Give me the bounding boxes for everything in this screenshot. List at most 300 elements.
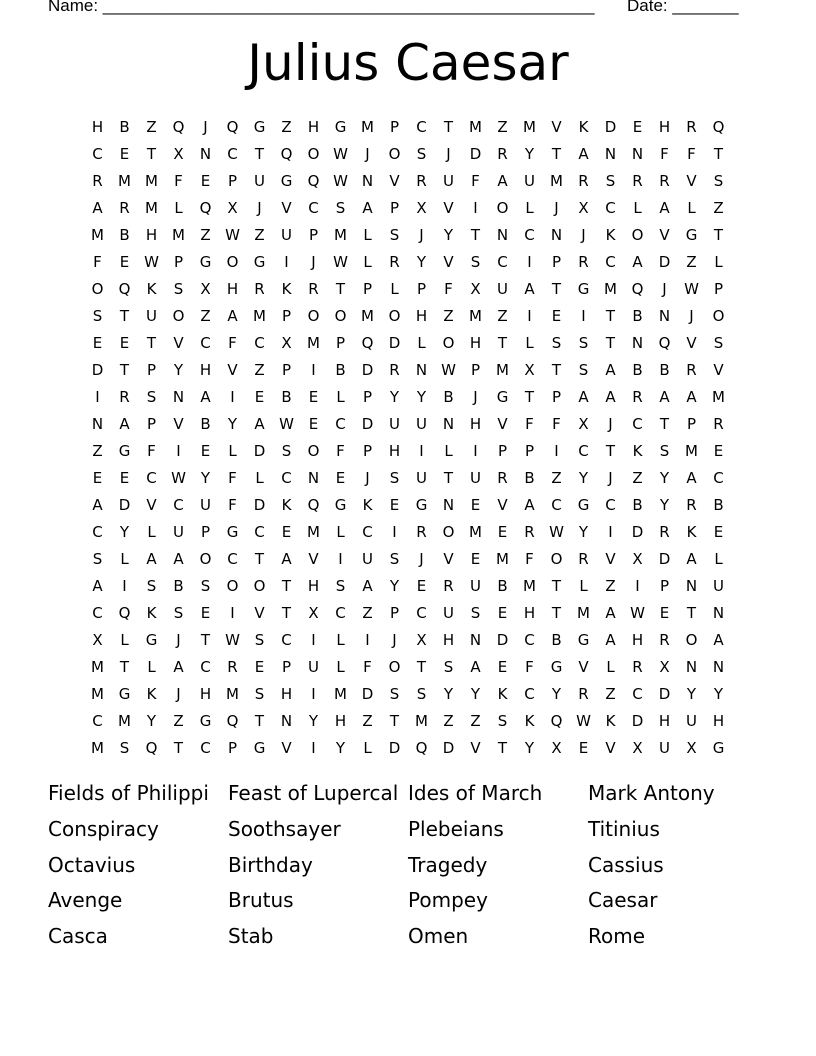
grid-letter: Y: [200, 469, 211, 487]
grid-letter: J: [365, 469, 370, 487]
grid-letter: Z: [200, 226, 211, 244]
grid-letter: J: [176, 685, 181, 703]
grid-letter: L: [525, 199, 534, 217]
grid-letter: A: [173, 550, 184, 568]
grid-letter: D: [658, 550, 671, 568]
grid-letter: B: [281, 388, 292, 406]
grid-letter: Y: [470, 685, 481, 703]
grid-letter: G: [253, 739, 266, 757]
grid-letter: N: [496, 226, 509, 244]
word-list-item: Feast of Lupercal: [228, 781, 399, 805]
grid-letter: M: [496, 550, 509, 568]
grid-letter: Y: [227, 415, 238, 433]
grid-letter: P: [713, 280, 724, 298]
grid-letter: D: [469, 145, 482, 163]
grid-letter: Y: [335, 739, 346, 757]
grid-letter: U: [659, 739, 670, 757]
grid-letter: L: [336, 523, 345, 541]
grid-letter: P: [146, 415, 157, 433]
grid-letter: K: [497, 685, 508, 703]
grid-letter: T: [713, 145, 724, 163]
grid-letter: J: [203, 118, 208, 136]
grid-letter: Z: [254, 226, 265, 244]
grid-letter: G: [334, 496, 347, 514]
grid-letter: A: [659, 388, 670, 406]
grid-letter: A: [659, 199, 670, 217]
grid-letter: G: [496, 388, 509, 406]
grid-letter: W: [144, 253, 159, 271]
grid-letter: T: [254, 145, 265, 163]
grid-letter: C: [254, 334, 265, 352]
grid-letter: M: [469, 307, 482, 325]
grid-letter: O: [226, 253, 239, 271]
grid-letter: N: [685, 658, 698, 676]
grid-letter: G: [685, 226, 698, 244]
grid-letter: H: [631, 631, 644, 649]
grid-letter: Q: [658, 334, 671, 352]
grid-letter: E: [416, 577, 427, 595]
grid-letter: J: [257, 199, 262, 217]
grid-letter: Y: [416, 388, 427, 406]
grid-letter: S: [389, 685, 400, 703]
grid-letter: U: [443, 172, 454, 190]
grid-letter: I: [581, 307, 586, 325]
grid-letter: E: [659, 604, 670, 622]
grid-letter: A: [470, 658, 481, 676]
grid-letter: M: [91, 658, 104, 676]
grid-letter: Q: [226, 118, 239, 136]
grid-letter: S: [146, 388, 157, 406]
grid-letter: S: [389, 550, 400, 568]
grid-letter: V: [281, 199, 292, 217]
grid-letter: Z: [605, 577, 616, 595]
grid-letter: Y: [551, 685, 562, 703]
word-list: [48, 776, 768, 955]
word-list-item: Octavius: [48, 852, 136, 877]
grid-letter: K: [605, 712, 616, 730]
grid-letter: T: [524, 388, 535, 406]
grid-letter: V: [605, 739, 616, 757]
grid-letter: H: [226, 280, 239, 298]
grid-letter: H: [415, 307, 428, 325]
grid-letter: T: [119, 361, 130, 379]
grid-letter: U: [686, 712, 697, 730]
grid-letter: W: [279, 415, 294, 433]
grid-letter: R: [497, 145, 508, 163]
grid-letter: G: [550, 658, 563, 676]
grid-letter: Z: [146, 118, 157, 136]
grid-letter: I: [230, 604, 235, 622]
grid-letter: A: [92, 577, 103, 595]
grid-letter: G: [712, 739, 725, 757]
grid-letter: V: [713, 361, 724, 379]
grid-letter: W: [441, 361, 456, 379]
grid-letter: L: [525, 334, 534, 352]
grid-letter: V: [389, 172, 400, 190]
grid-letter: J: [176, 631, 181, 649]
grid-letter: J: [419, 550, 424, 568]
grid-letter: G: [226, 523, 239, 541]
grid-letter: X: [416, 631, 427, 649]
grid-letter: C: [497, 253, 508, 271]
grid-letter: T: [551, 361, 562, 379]
grid-letter: Y: [524, 739, 535, 757]
grid-letter: M: [496, 361, 509, 379]
grid-letter: C: [92, 523, 103, 541]
page-title: Julius Caesar: [247, 34, 569, 92]
grid-letter: M: [577, 604, 590, 622]
grid-letter: H: [334, 712, 347, 730]
grid-letter: C: [524, 685, 535, 703]
grid-letter: P: [389, 604, 400, 622]
grid-letter: A: [524, 496, 535, 514]
grid-letter: W: [333, 172, 348, 190]
grid-letter: C: [173, 496, 184, 514]
grid-letter: G: [280, 172, 293, 190]
word-list-item: Plebeians: [408, 816, 504, 841]
grid-letter: P: [551, 253, 562, 271]
grid-letter: L: [417, 334, 426, 352]
grid-letter: S: [416, 145, 427, 163]
grid-letter: U: [281, 226, 292, 244]
grid-letter: C: [92, 145, 103, 163]
grid-letter: Q: [172, 118, 185, 136]
grid-letter: R: [416, 523, 427, 541]
grid-letter: O: [307, 307, 320, 325]
grid-letter: E: [389, 496, 400, 514]
grid-letter: V: [227, 361, 238, 379]
grid-letter: N: [307, 469, 320, 487]
grid-letter: T: [281, 577, 292, 595]
grid-letter: W: [171, 469, 186, 487]
grid-letter: P: [524, 442, 535, 460]
grid-letter: E: [119, 145, 130, 163]
word-list-item: Brutus: [228, 888, 294, 913]
word-list-item: Casca: [48, 924, 108, 949]
grid-letter: N: [91, 415, 104, 433]
grid-letter: N: [685, 577, 698, 595]
grid-letter: I: [311, 685, 316, 703]
grid-letter: V: [146, 496, 157, 514]
grid-letter: R: [578, 172, 589, 190]
grid-letter: E: [92, 469, 103, 487]
grid-letter: F: [687, 145, 696, 163]
grid-letter: O: [253, 577, 266, 595]
grid-letter: K: [362, 496, 373, 514]
grid-letter: A: [362, 577, 373, 595]
grid-letter: R: [119, 388, 130, 406]
grid-letter: J: [392, 631, 397, 649]
grid-letter: S: [92, 307, 103, 325]
grid-letter: E: [308, 388, 319, 406]
grid-letter: F: [525, 658, 534, 676]
grid-letter: L: [633, 199, 642, 217]
grid-letter: U: [524, 172, 535, 190]
grid-letter: L: [687, 199, 696, 217]
grid-letter: E: [497, 658, 508, 676]
grid-letter: I: [311, 631, 316, 649]
grid-letter: S: [254, 685, 265, 703]
grid-letter: V: [578, 658, 589, 676]
grid-letter: R: [713, 415, 724, 433]
grid-letter: I: [527, 307, 532, 325]
grid-letter: Z: [497, 307, 508, 325]
grid-letter: R: [632, 172, 643, 190]
grid-letter: Y: [443, 226, 454, 244]
grid-letter: U: [713, 577, 724, 595]
grid-letter: L: [174, 199, 183, 217]
grid-letter: P: [335, 334, 346, 352]
grid-letter: U: [470, 577, 481, 595]
grid-letter: T: [713, 226, 724, 244]
grid-letter: H: [307, 118, 320, 136]
grid-letter: W: [549, 523, 564, 541]
grid-letter: D: [388, 334, 401, 352]
grid-letter: C: [92, 712, 103, 730]
grid-letter: S: [713, 172, 724, 190]
grid-letter: E: [119, 334, 130, 352]
grid-letter: I: [338, 550, 343, 568]
grid-letter: M: [523, 118, 536, 136]
grid-letter: B: [551, 631, 562, 649]
grid-letter: C: [524, 226, 535, 244]
word-list-item: Soothsayer: [228, 816, 341, 841]
grid-letter: O: [334, 307, 347, 325]
grid-letter: T: [443, 469, 454, 487]
grid-letter: I: [95, 388, 100, 406]
word-list-item: Pompey: [408, 888, 488, 913]
grid-letter: X: [470, 280, 481, 298]
grid-letter: E: [497, 604, 508, 622]
grid-letter: N: [361, 172, 374, 190]
grid-letter: X: [578, 199, 589, 217]
grid-letter: R: [227, 658, 238, 676]
grid-letter: Z: [173, 712, 184, 730]
grid-letter: X: [659, 658, 670, 676]
grid-letter: U: [416, 415, 427, 433]
grid-letter: Q: [415, 739, 428, 757]
grid-letter: B: [173, 577, 184, 595]
grid-letter: Z: [443, 712, 454, 730]
grid-letter: I: [554, 442, 559, 460]
grid-letter: I: [473, 199, 478, 217]
grid-letter: A: [119, 415, 130, 433]
grid-letter: T: [497, 334, 508, 352]
grid-letter: X: [200, 280, 211, 298]
grid-letter: E: [335, 469, 346, 487]
grid-letter: L: [363, 253, 372, 271]
grid-letter: A: [605, 361, 616, 379]
grid-letter: X: [227, 199, 238, 217]
grid-letter: B: [632, 496, 643, 514]
grid-letter: P: [389, 199, 400, 217]
grid-letter: E: [713, 523, 724, 541]
grid-letter: M: [523, 577, 536, 595]
grid-letter: T: [443, 118, 454, 136]
grid-letter: T: [605, 307, 616, 325]
grid-letter: D: [361, 415, 374, 433]
grid-letter: P: [362, 442, 373, 460]
grid-letter: R: [659, 523, 670, 541]
grid-letter: A: [524, 280, 535, 298]
grid-letter: N: [658, 307, 671, 325]
grid-letter: B: [659, 361, 670, 379]
grid-letter: H: [523, 604, 536, 622]
grid-letter: A: [605, 388, 616, 406]
grid-letter: V: [281, 739, 292, 757]
grid-letter: E: [254, 658, 265, 676]
grid-letter: A: [146, 550, 157, 568]
grid-letter: N: [712, 604, 725, 622]
grid-letter: V: [443, 253, 454, 271]
grid-letter: B: [713, 496, 724, 514]
grid-letter: M: [361, 118, 374, 136]
grid-letter: E: [497, 523, 508, 541]
grid-letter: A: [497, 172, 508, 190]
grid-letter: O: [442, 523, 455, 541]
grid-letter: V: [659, 226, 670, 244]
grid-letter: C: [308, 199, 319, 217]
grid-letter: M: [226, 685, 239, 703]
grid-letter: D: [658, 685, 671, 703]
grid-letter: L: [228, 442, 237, 460]
grid-letter: S: [254, 631, 265, 649]
grid-letter: F: [228, 334, 237, 352]
grid-letter: B: [497, 577, 508, 595]
grid-letter: E: [551, 307, 562, 325]
grid-letter: V: [443, 199, 454, 217]
grid-letter: R: [524, 523, 535, 541]
grid-letter: T: [551, 604, 562, 622]
grid-letter: R: [92, 172, 103, 190]
grid-letter: C: [281, 469, 292, 487]
grid-letter: X: [578, 415, 589, 433]
grid-letter: U: [416, 469, 427, 487]
grid-letter: A: [92, 199, 103, 217]
grid-letter: A: [281, 550, 292, 568]
grid-letter: I: [122, 577, 127, 595]
grid-letter: R: [443, 577, 454, 595]
word-list-item: Cassius: [588, 852, 664, 877]
grid-letter: R: [308, 280, 319, 298]
grid-letter: G: [199, 712, 212, 730]
grid-letter: L: [120, 550, 129, 568]
grid-letter: W: [684, 280, 699, 298]
grid-letter: S: [416, 685, 427, 703]
grid-letter: O: [442, 334, 455, 352]
grid-letter: F: [228, 496, 237, 514]
grid-letter: G: [118, 442, 131, 460]
grid-letter: L: [714, 253, 723, 271]
grid-letter: V: [497, 496, 508, 514]
grid-letter: R: [497, 469, 508, 487]
grid-letter: M: [712, 388, 725, 406]
word-list-item: Conspiracy: [48, 816, 159, 841]
grid-letter: N: [442, 496, 455, 514]
name-field-label: Name: ____________________________________________________: [48, 0, 595, 15]
grid-letter: H: [469, 415, 482, 433]
grid-letter: E: [200, 172, 211, 190]
grid-letter: J: [311, 253, 316, 271]
grid-letter: T: [173, 739, 184, 757]
grid-letter: A: [686, 388, 697, 406]
grid-letter: C: [227, 550, 238, 568]
grid-letter: U: [470, 469, 481, 487]
grid-letter: S: [92, 550, 103, 568]
grid-letter: C: [605, 253, 616, 271]
grid-letter: R: [686, 496, 697, 514]
grid-letter: Z: [254, 361, 265, 379]
grid-letter: L: [363, 739, 372, 757]
grid-letter: F: [363, 658, 372, 676]
grid-letter: V: [686, 334, 697, 352]
grid-letter: C: [335, 415, 346, 433]
grid-letter: R: [389, 253, 400, 271]
grid-letter: Z: [497, 118, 508, 136]
grid-letter: U: [308, 658, 319, 676]
grid-letter: A: [578, 145, 589, 163]
grid-letter: V: [173, 415, 184, 433]
grid-letter: I: [473, 442, 478, 460]
grid-letter: Y: [146, 712, 157, 730]
grid-letter: V: [497, 415, 508, 433]
grid-letter: S: [605, 172, 616, 190]
grid-letter: I: [230, 388, 235, 406]
grid-letter: K: [605, 226, 616, 244]
grid-letter: O: [388, 307, 401, 325]
grid-letter: C: [524, 631, 535, 649]
grid-letter: C: [335, 604, 346, 622]
grid-letter: P: [362, 388, 373, 406]
grid-letter: A: [632, 253, 643, 271]
grid-letter: A: [578, 388, 589, 406]
grid-letter: C: [416, 604, 427, 622]
grid-letter: P: [497, 442, 508, 460]
grid-letter: T: [551, 145, 562, 163]
grid-letter: E: [308, 415, 319, 433]
grid-letter: Z: [632, 469, 643, 487]
grid-letter: O: [307, 145, 320, 163]
grid-letter: M: [91, 739, 104, 757]
grid-letter: S: [389, 469, 400, 487]
grid-letter: I: [635, 577, 640, 595]
grid-letter: J: [608, 415, 613, 433]
grid-letter: T: [254, 712, 265, 730]
grid-letter: X: [686, 739, 697, 757]
grid-letter: D: [442, 739, 455, 757]
grid-letter: L: [336, 658, 345, 676]
word-list-item: Stab: [228, 924, 274, 949]
grid-letter: Y: [389, 388, 400, 406]
grid-letter: S: [470, 604, 481, 622]
grid-letter: B: [335, 361, 346, 379]
grid-letter: L: [147, 658, 156, 676]
grid-letter: X: [632, 550, 643, 568]
grid-letter: Y: [389, 577, 400, 595]
grid-letter: T: [551, 577, 562, 595]
grid-letter: O: [91, 280, 104, 298]
grid-letter: I: [419, 442, 424, 460]
grid-letter: D: [631, 523, 644, 541]
grid-letter: E: [713, 442, 724, 460]
grid-letter: J: [473, 388, 478, 406]
grid-letter: P: [308, 226, 319, 244]
grid-letter: Q: [712, 118, 725, 136]
grid-letter: H: [658, 118, 671, 136]
grid-letter: C: [281, 631, 292, 649]
grid-letter: S: [119, 739, 130, 757]
grid-letter: K: [686, 523, 697, 541]
